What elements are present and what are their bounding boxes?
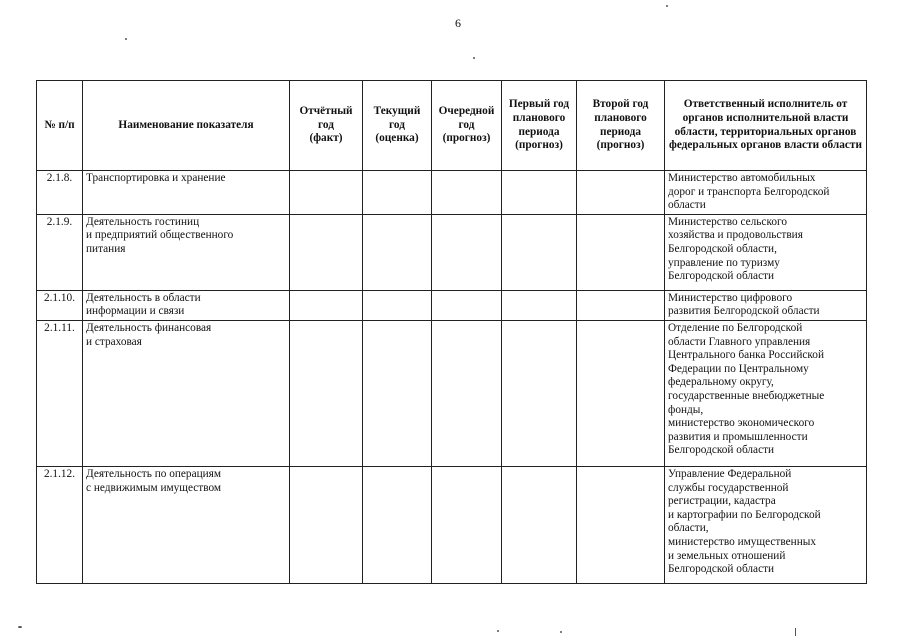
scan-speck — [18, 626, 22, 628]
table-row — [37, 466, 867, 583]
cell-plan2 — [577, 214, 665, 290]
scan-speck — [666, 5, 668, 7]
cell-fact — [290, 171, 363, 215]
page-number: 6 — [455, 16, 461, 30]
cell-current — [363, 214, 432, 290]
cell-fact — [290, 466, 363, 583]
scan-speck — [473, 57, 475, 59]
header-fact: Отчётный год (факт) — [290, 81, 363, 171]
cell-plan2 — [577, 320, 665, 466]
row-name: Деятельность гостиниц и предприятий общественного питания — [83, 214, 290, 290]
cell-next — [432, 290, 502, 320]
header-plan2: Второй год планового периода (прогноз) — [577, 81, 665, 171]
row-name: Деятельность финансовая и страховая — [83, 320, 290, 466]
header-row — [37, 81, 867, 171]
row-name: Деятельность по операциям с недвижимым имуществом — [83, 466, 290, 583]
cell-current — [363, 466, 432, 583]
cell-fact — [290, 290, 363, 320]
scan-speck — [795, 628, 796, 636]
header-num: № п/п — [37, 81, 83, 171]
scan-speck — [497, 630, 499, 632]
row-num: 2.1.10. — [37, 290, 83, 320]
cell-current — [363, 290, 432, 320]
cell-next — [432, 171, 502, 215]
row-responsible: Министерство цифрового развития Белгородской области — [665, 290, 867, 320]
row-num: 2.1.9. — [37, 214, 83, 290]
row-name: Транспортировка и хранение — [83, 171, 290, 215]
table-row — [37, 320, 867, 466]
cell-plan2 — [577, 171, 665, 215]
table-row — [37, 290, 867, 320]
row-responsible: Отделение по Белгородской области Главного управления Центрального банка Российской Федерации по Центральному федеральному округу, государственные внебюджетные фонды, министерство экономического развития и промышленности Белгородской области — [665, 320, 867, 466]
row-num: 2.1.12. — [37, 466, 83, 583]
indicators-table — [36, 80, 867, 584]
row-responsible: Министерство сельского хозяйства и продовольствия Белгородской области, управление по туризму Белгородской области — [665, 214, 867, 290]
cell-plan1 — [502, 466, 577, 583]
cell-current — [363, 320, 432, 466]
row-num: 2.1.11. — [37, 320, 83, 466]
row-responsible: Министерство автомобильных дорог и транспорта Белгородской области — [665, 171, 867, 215]
cell-plan1 — [502, 320, 577, 466]
row-responsible: Управление Федеральной службы государственной регистрации, кадастра и картографии по Белгородской области, министерство имущественных и земельных отношений Белгородской области — [665, 466, 867, 583]
cell-plan1 — [502, 171, 577, 215]
table-row — [37, 214, 867, 290]
header-plan1: Первый год планового периода (прогноз) — [502, 81, 577, 171]
header-responsible: Ответственный исполнитель от органов исполнительной власти области, территориальных органов федеральных органов власти области — [665, 81, 867, 171]
cell-fact — [290, 214, 363, 290]
row-num: 2.1.8. — [37, 171, 83, 215]
header-current: Текущий год (оценка) — [363, 81, 432, 171]
cell-next — [432, 466, 502, 583]
cell-next — [432, 214, 502, 290]
cell-plan1 — [502, 290, 577, 320]
header-name: Наименование показателя — [83, 81, 290, 171]
cell-next — [432, 320, 502, 466]
table-row — [37, 171, 867, 215]
cell-current — [363, 171, 432, 215]
cell-plan1 — [502, 214, 577, 290]
scan-speck — [125, 38, 127, 40]
cell-fact — [290, 320, 363, 466]
cell-plan2 — [577, 466, 665, 583]
row-name: Деятельность в области информации и связи — [83, 290, 290, 320]
scan-speck — [560, 631, 562, 633]
header-next: Очередной год (прогноз) — [432, 81, 502, 171]
cell-plan2 — [577, 290, 665, 320]
